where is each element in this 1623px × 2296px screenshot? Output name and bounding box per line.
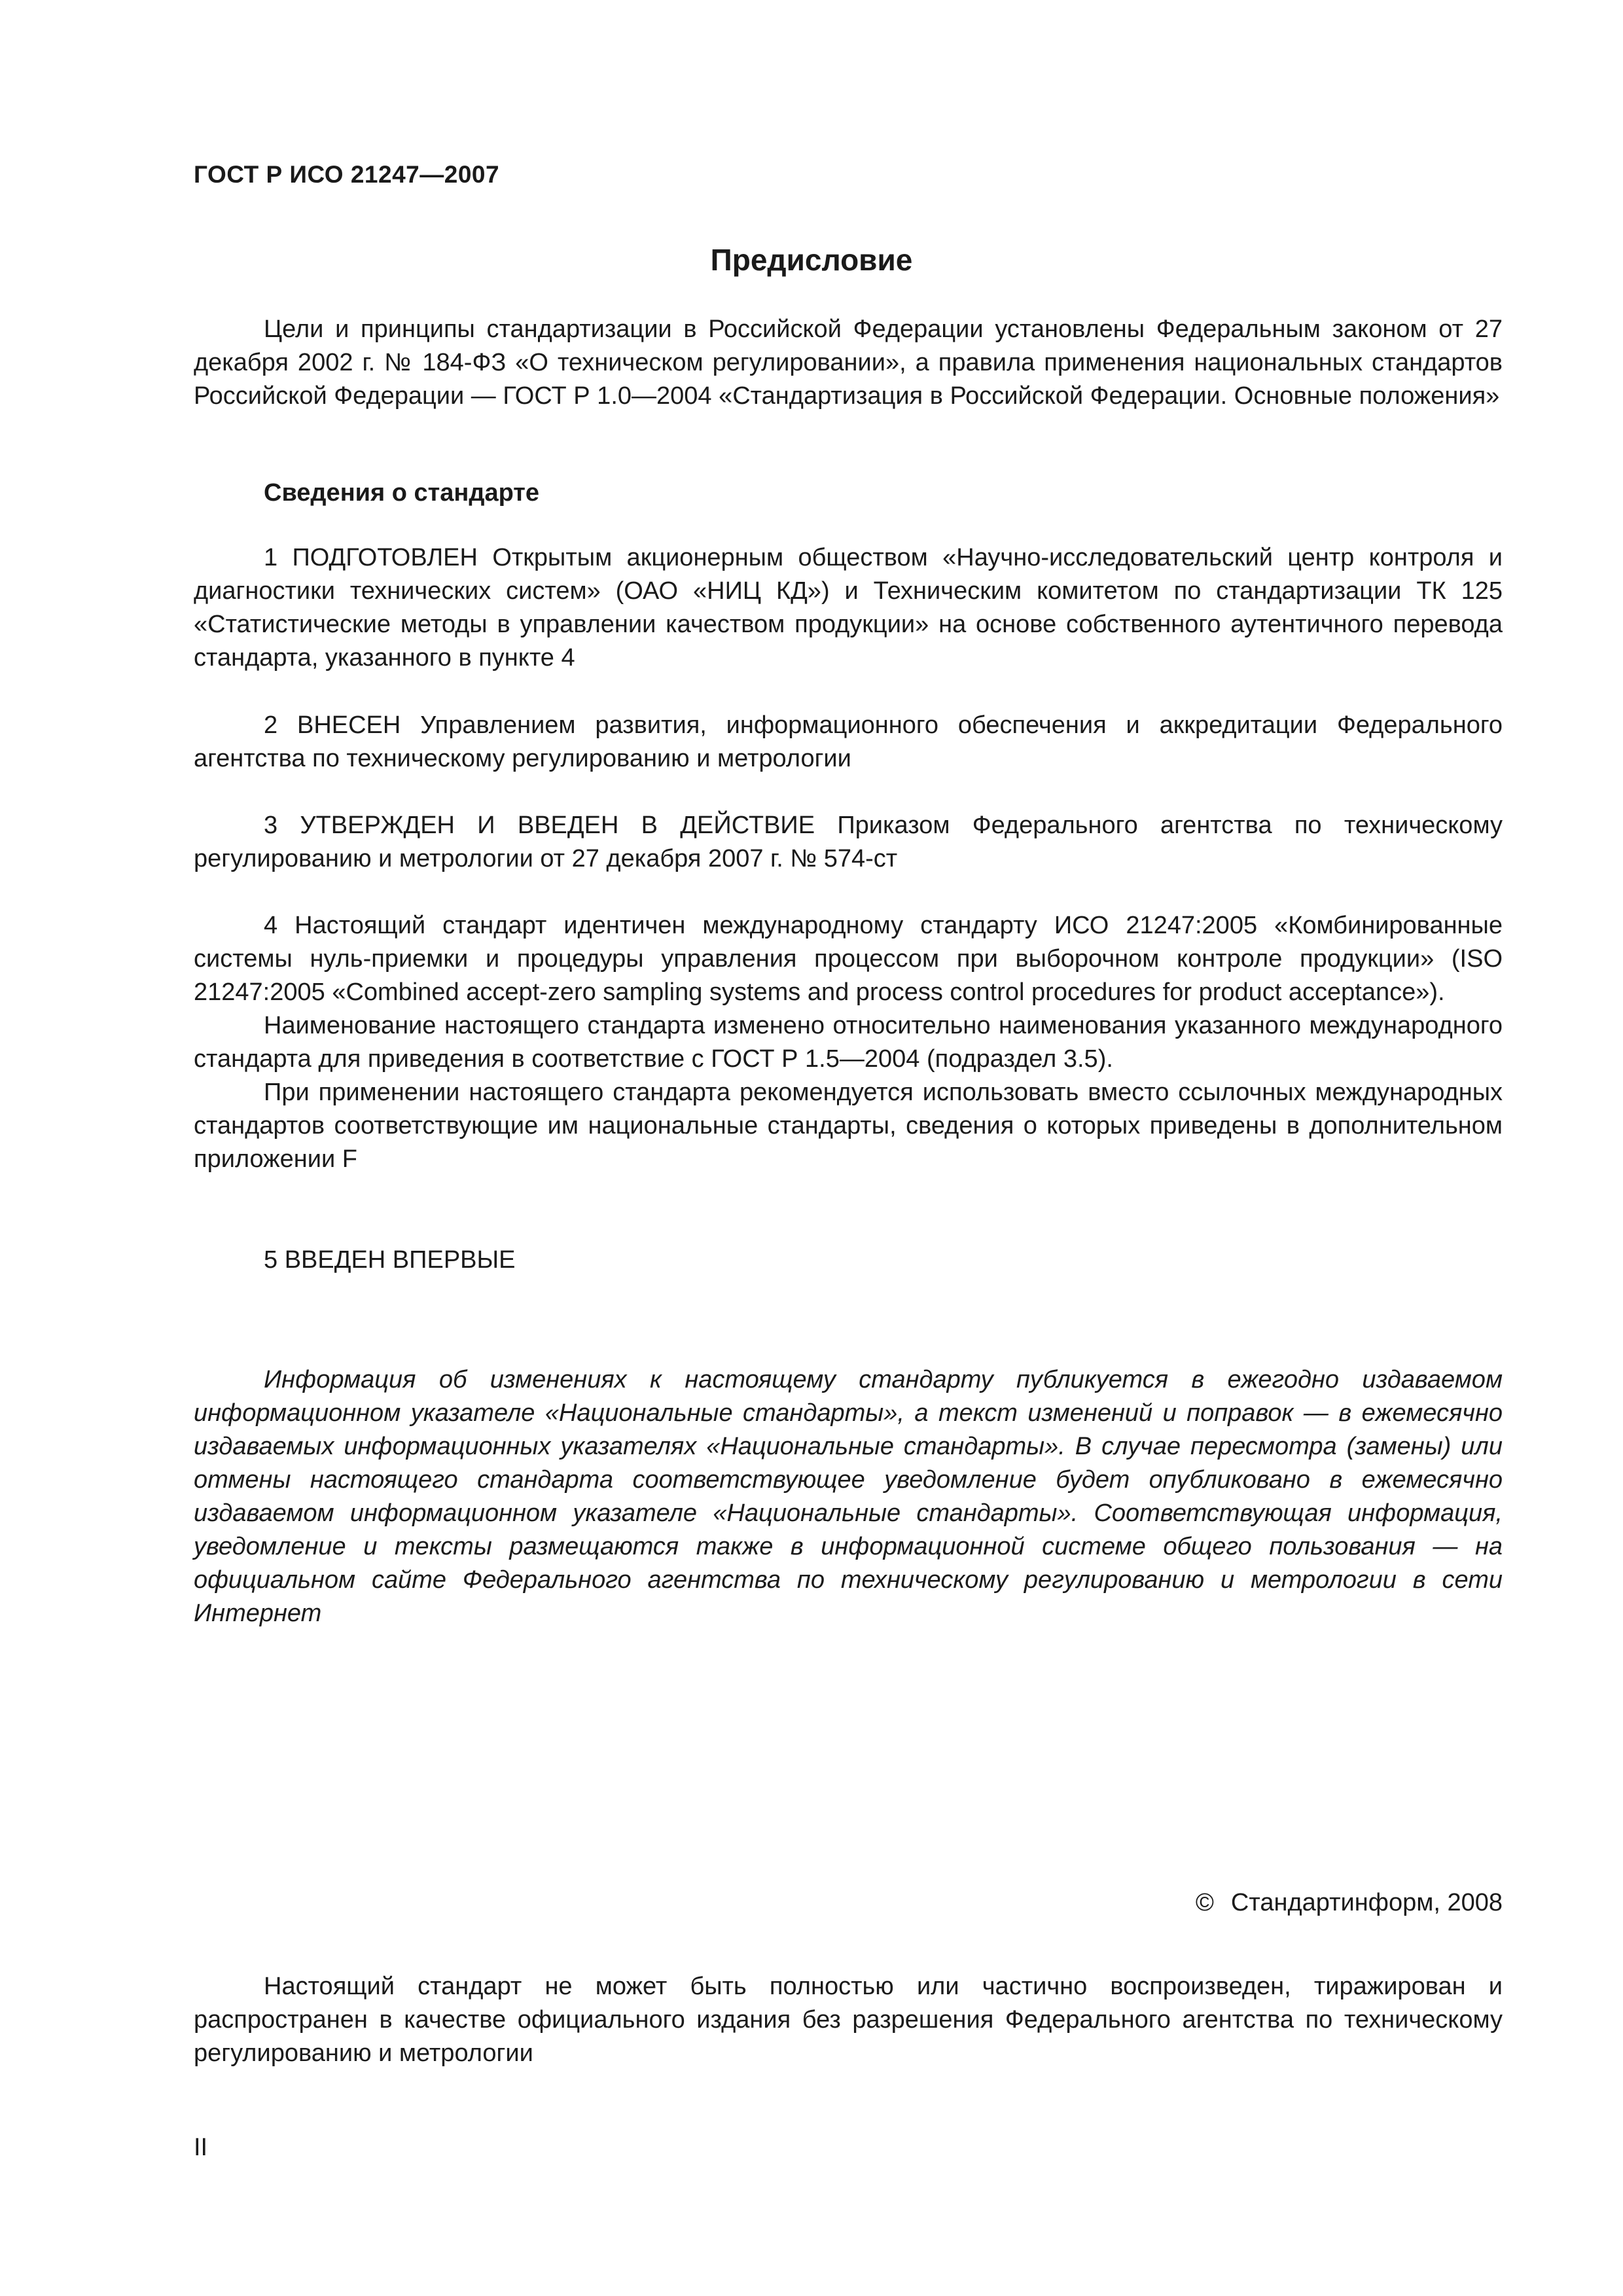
copyright-text: Стандартинформ, 2008 xyxy=(1230,1889,1503,1916)
intro-text: Цели и принципы стандартизации в Российской Федерации установлены Федеральным законом от 27 декабря 2002 г. № 184-ФЗ «О техническом регулировании», а правила применения национальных стандартов Российской Федерации — ГОСТ Р 1.0—2004 «Стандартизация в Российской Федерации. Основные положения» xyxy=(194,315,1503,410)
item-2-paragraph xyxy=(194,709,1503,776)
item-4-reference-note: При применении настоящего стандарта рекомендуется использовать вместо ссылочных международных стандартов соответствующие им национальные стандарты, сведения о которых приведены в дополнительном приложении F xyxy=(194,1079,1503,1173)
page-title: Предисловие xyxy=(710,243,913,277)
item-1-text: 1 ПОДГОТОВЛЕН Открытым акционерным обществом «Научно-исследовательский центр контроля и диагностики технических систем» (ОАО «НИЦ КД») и Техническим комитетом по стандартизации ТК 125 «Статистические методы в управлении качеством продукции» на основе собственного аутентичного перевода стандарта, указанного в пункте 4 xyxy=(194,544,1503,672)
section-subheading: Сведения о стандарте xyxy=(264,479,540,507)
item-5-text: 5 ВВЕДЕН ВПЕРВЫЕ xyxy=(264,1246,516,1274)
item-3-text: 3 УТВЕРЖДЕН И ВВЕДЕН В ДЕЙСТВИЕ Приказом Федерального агентства по техническому регулированию и метрологии от 27 декабря 2007 г. № 574-ст xyxy=(194,812,1503,872)
copyright-symbol: © xyxy=(1195,1889,1214,1916)
item-3-paragraph xyxy=(194,809,1503,876)
item-4-text: 4 Настоящий стандарт идентичен международному стандарту ИСО 21247:2005 «Комбинированные системы нуль-приемки и процедуры управления процессом при выборочном контроле продукции» (ISO 21247:2005 «Combined accept-zero sampling systems and process control procedures for product acceptance»). xyxy=(194,912,1503,1006)
reproduction-paragraph xyxy=(194,1970,1503,2070)
copyright-line xyxy=(1196,1889,1503,1917)
reproduction-text: Настоящий стандарт не может быть полностью или частично воспроизведен, тиражирован и распространен в качестве официального издания без разрешения Федерального агентства по техническому регулированию и метрологии xyxy=(194,1973,1503,2067)
document-id-header: ГОСТ Р ИСО 21247—2007 xyxy=(194,161,500,188)
page-number: II xyxy=(194,2134,208,2161)
item-5-paragraph xyxy=(194,1244,1503,1277)
intro-paragraph xyxy=(194,313,1503,413)
item-2-text: 2 ВНЕСЕН Управлением развития, информационного обеспечения и аккредитации Федерального агентства по техническому регулированию и метрологии xyxy=(194,711,1503,772)
item-4-name-note: Наименование настоящего стандарта изменено относительно наименования указанного международного стандарта для приведения в соответствие с ГОСТ Р 1.5—2004 (подраздел 3.5). xyxy=(194,1012,1503,1073)
changes-notice xyxy=(194,1363,1503,1630)
item-1-paragraph xyxy=(194,541,1503,675)
changes-notice-text: Информация об изменениях к настоящему стандарту публикуется в ежегодно издаваемом информационном указателе «Национальные стандарты», а текст изменений и поправок — в ежемесячно издаваемых информационных указателях «Национальные стандарты». В случае пересмотра (замены) или отмены настоящего стандарта соответствующее уведомление будет опубликовано в ежемесячно издаваемом информационном указателе «Национальные стандарты». Соответствующая информация, уведомление и тексты размещаются также в информационной системе общего пользования — на официальном сайте Федерального агентства по техническому регулированию и метрологии в сети Интернет xyxy=(194,1366,1503,1627)
item-4-paragraph xyxy=(194,909,1503,1176)
